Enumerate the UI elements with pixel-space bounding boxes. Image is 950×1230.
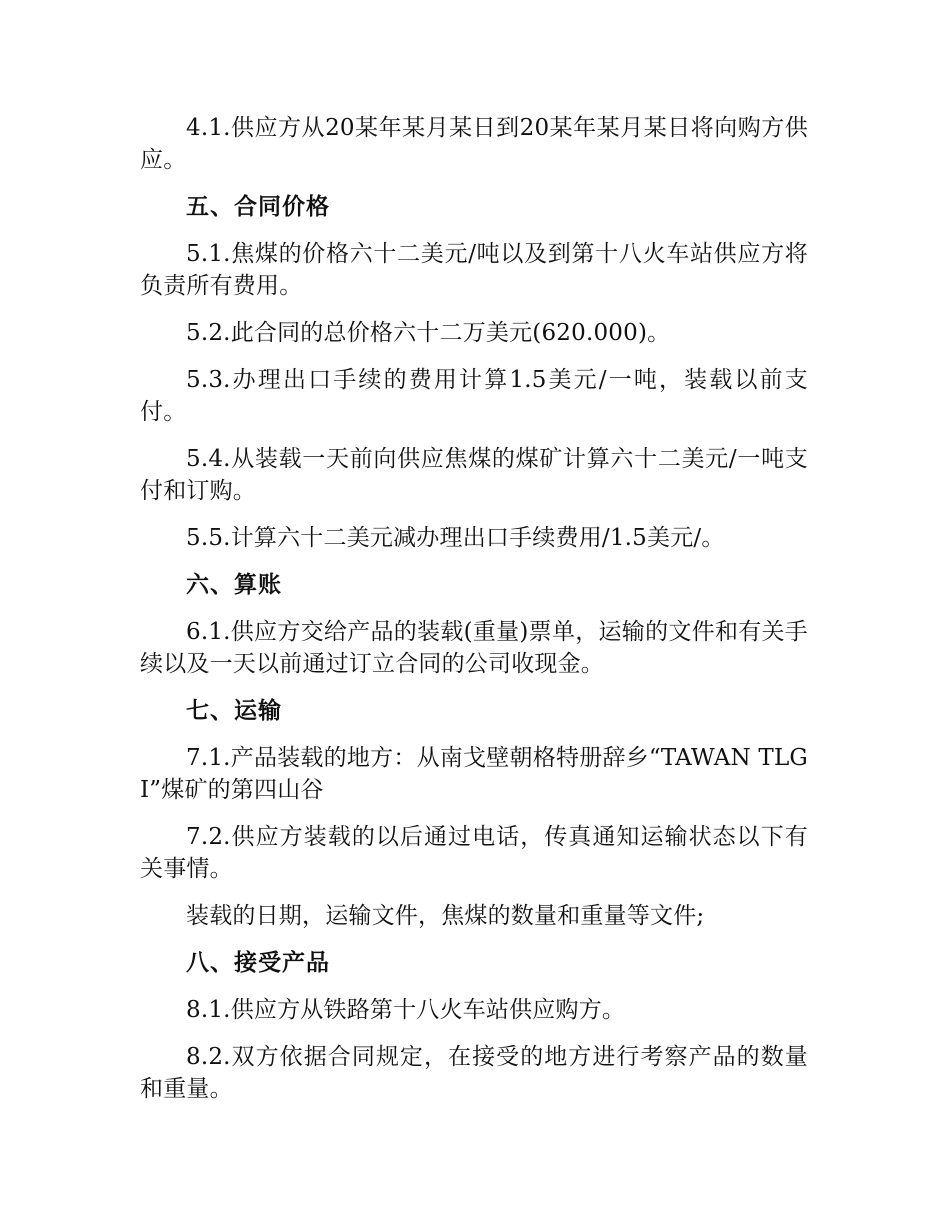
section-heading-acceptance: 八、接受产品: [186, 950, 330, 976]
clause-5-3: 5.3.办理出口手续的费用计算1.5美元/一吨，装载以前支付。: [140, 367, 808, 425]
clause-5-1: 5.1.焦煤的价格六十二美元/吨以及到第十八火车站供应方将负责所有费用。: [140, 241, 808, 299]
clause-6-1: 6.1.供应方交给产品的装载(重量)票单，运输的文件和有关手续以及一天以前通过订立合同的公司收现金。: [140, 619, 808, 677]
section-heading-price: 五、合同价格: [186, 194, 330, 220]
clause-7-2-details: 装载的日期，运输文件，焦煤的数量和重量等文件;: [186, 903, 705, 929]
clause-4-1: 4.1.供应方从20某年某月某日到20某年某月某日将向购方供应。: [140, 115, 808, 173]
clause-5-4: 5.4.从装载一天前向供应焦煤的煤矿计算六十二美元/一吨支付和订购。: [140, 446, 808, 504]
clause-7-2: 7.2.供应方装载的以后通过电话，传真通知运输状态以下有关事情。: [140, 824, 808, 882]
clause-5-5: 5.5.计算六十二美元减办理出口手续费用/1.5美元/。: [186, 525, 725, 551]
clause-7-1: 7.1.产品装载的地方：从南戈壁朝格特册辞乡“TAWAN TLGI”煤矿的第四山谷: [140, 745, 808, 803]
clause-8-1: 8.1.供应方从铁路第十八火车站供应购方。: [186, 997, 626, 1023]
section-heading-transport: 七、运输: [186, 698, 282, 724]
clause-8-2: 8.2.双方依据合同规定，在接受的地方进行考察产品的数量和重量。: [140, 1044, 808, 1102]
document-page: [140, 112, 808, 1120]
clause-5-2: 5.2.此合同的总价格六十二万美元(620.000)。: [186, 320, 671, 346]
section-heading-settlement: 六、算账: [186, 572, 282, 598]
